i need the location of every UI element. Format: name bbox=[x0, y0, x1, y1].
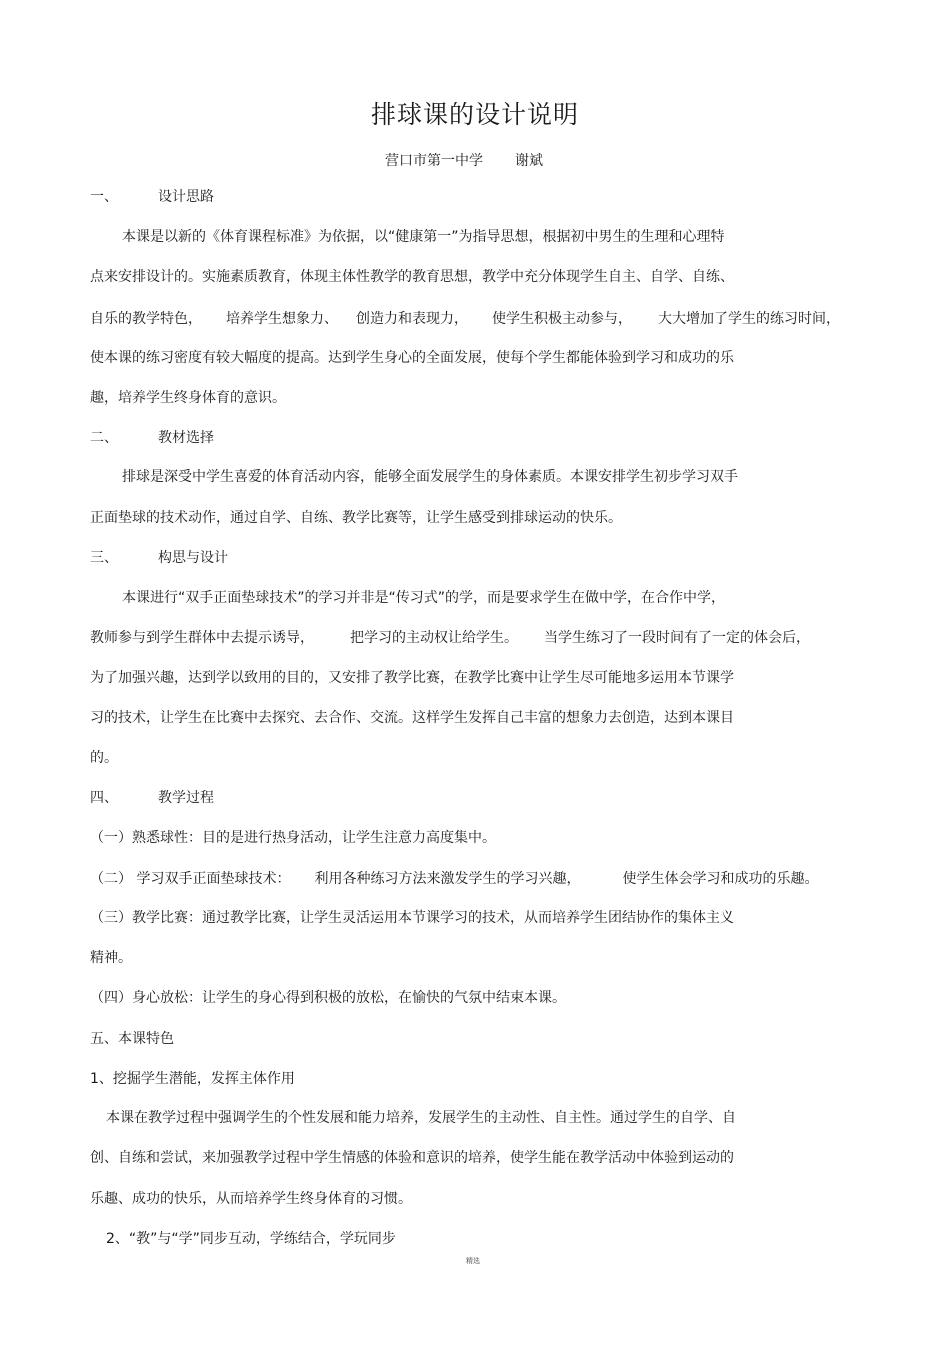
feature-2-heading: 2、“教”与“学”同步互动，学练结合，学玩同步 bbox=[106, 1231, 396, 1247]
section-3-line-2-part-b: 把学习的主动权让给学生。 bbox=[350, 630, 518, 646]
section-1-line-3-part-e: 大大增加了学生的练习时间， bbox=[658, 311, 840, 327]
section-3-line-1: 本课进行“双手正面垫球技术”的学习并非是“传习式”的学，而是要求学生在做中学，在合作中学， bbox=[122, 590, 726, 606]
section-3-line-2 bbox=[90, 628, 810, 648]
section-3-line-5: 的。 bbox=[90, 750, 118, 766]
byline bbox=[385, 150, 543, 170]
feature-1-line-1: 本课在教学过程中强调学生的个性发展和能力培养，发展学生的主动性、自主性。通过学生的自学、自 bbox=[106, 1110, 736, 1126]
section-1-line-3-part-b: 培养学生想象力、 bbox=[226, 311, 338, 327]
section-3-line-2-part-c: 当学生练习了一段时间有了一定的体会后， bbox=[544, 630, 810, 646]
process-item-3: （三）教学比赛：通过教学比赛，让学生灵活运用本节课学习的技术，从而培养学生团结协作的集体主义 bbox=[90, 910, 734, 926]
section-3-title: 构思与设计 bbox=[158, 550, 228, 566]
section-2-number: 二、 bbox=[90, 430, 118, 446]
feature-1-heading: 1、挖掘学生潜能，发挥主体作用 bbox=[90, 1071, 295, 1087]
section-1-line-1: 本课是以新的《体育课程标准》为依据，以“健康第一”为指导思想，根据初中男生的生理和心理特 bbox=[122, 229, 725, 245]
section-3-line-4: 习的技术，让学生在比赛中去探究、去合作、交流。这样学生发挥自己丰富的想象力去创造，达到本课目 bbox=[90, 710, 734, 726]
section-2-heading bbox=[90, 428, 214, 448]
section-2-title: 教材选择 bbox=[158, 430, 214, 446]
process-item-3-continuation: 精神。 bbox=[90, 950, 132, 966]
process-item-2-part-c: 使学生体会学习和成功的乐趣。 bbox=[622, 871, 819, 887]
process-item-4: （四）身心放松：让学生的身心得到积极的放松，在愉快的气氛中结束本课。 bbox=[90, 990, 566, 1006]
section-3-line-3: 为了加强兴趣，达到学以致用的目的，又安排了教学比赛，在教学比赛中让学生尽可能地多运用本节课学 bbox=[90, 670, 734, 686]
section-1-heading bbox=[90, 187, 214, 207]
section-1-line-4: 使本课的练习密度有较大幅度的提高。达到学生身心的全面发展，使每个学生都能体验到学习和成功的乐 bbox=[90, 350, 734, 366]
document-title: 排球课的设计说明 bbox=[370, 100, 579, 129]
section-3-line-2-part-a: 教师参与到学生群体中去提示诱导， bbox=[90, 630, 314, 646]
process-item-2 bbox=[90, 869, 818, 889]
section-1-line-3 bbox=[90, 309, 840, 329]
process-item-2-part-a: （二） 学习双手正面垫球技术： bbox=[90, 871, 291, 887]
section-3-heading bbox=[90, 548, 228, 568]
section-4-number: 四、 bbox=[90, 790, 118, 806]
section-1-line-5: 趣，培养学生终身体育的意识。 bbox=[90, 390, 286, 406]
section-2-line-1: 排球是深受中学生喜爱的体育活动内容，能够全面发展学生的身体素质。本课安排学生初步学习双手 bbox=[122, 469, 738, 485]
section-1-line-3-part-a: 自乐的教学特色， bbox=[90, 311, 202, 327]
section-3-number: 三、 bbox=[90, 550, 118, 566]
section-2-line-2: 正面垫球的技术动作，通过自学、自练、教学比赛等，让学生感受到排球运动的快乐。 bbox=[90, 510, 622, 526]
section-5-heading: 五、本课特色 bbox=[90, 1031, 174, 1047]
section-1-line-3-part-d: 使学生积极主动参与， bbox=[492, 311, 632, 327]
section-1-line-2: 点来安排设计的。实施素质教育，体现主体性教学的教育思想，教学中充分体现学生自主、自学、自练、 bbox=[90, 269, 734, 285]
process-item-1: （一）熟悉球性：目的是进行热身活动，让学生注意力高度集中。 bbox=[90, 830, 496, 846]
process-item-2-part-b: 利用各种练习方法来激发学生的学习兴趣， bbox=[314, 871, 581, 887]
section-1-number: 一、 bbox=[90, 189, 118, 205]
section-4-heading bbox=[90, 788, 214, 808]
feature-1-line-3: 乐趣、成功的快乐，从而培养学生终身体育的习惯。 bbox=[90, 1191, 412, 1207]
school-name: 营口市第一中学 bbox=[385, 153, 483, 169]
page-footer: 精选 bbox=[466, 1257, 480, 1265]
author-name: 谢斌 bbox=[515, 153, 543, 169]
section-1-line-3-part-c: 创造力和表现力， bbox=[356, 311, 468, 327]
feature-1-line-2: 创、自练和尝试，来加强教学过程中学生情感的体验和意识的培养，使学生能在教学活动中体验到运动的 bbox=[90, 1150, 734, 1166]
section-4-title: 教学过程 bbox=[158, 790, 214, 806]
section-1-title: 设计思路 bbox=[158, 189, 214, 205]
